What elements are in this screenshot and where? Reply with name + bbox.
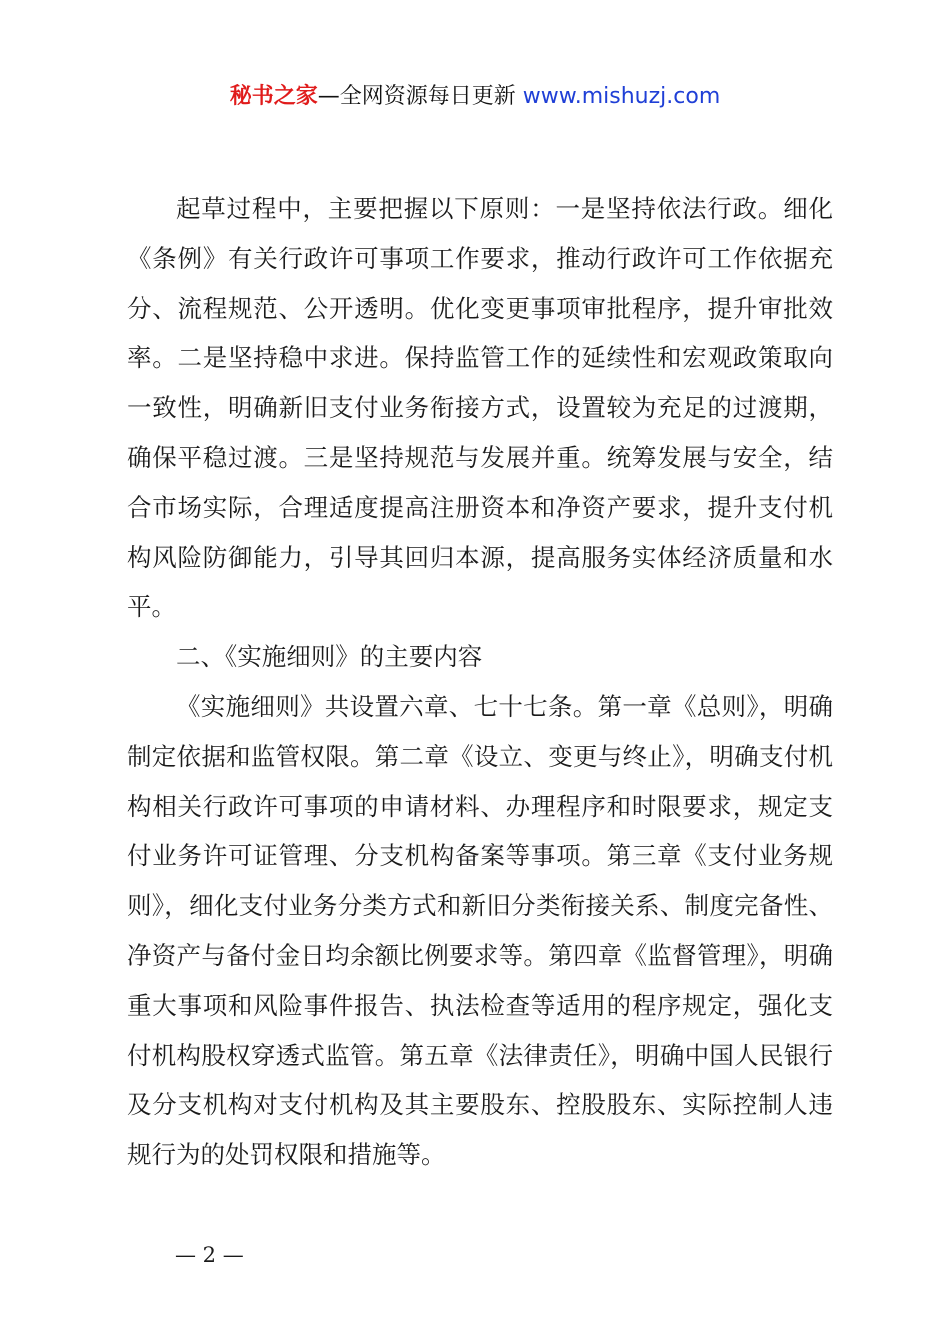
paragraph-contents: 《实施细则》共设置六章、七十七条。第一章《总则》，明确制定依据和监管权限。第二章《设立、变更与终止》，明确支付机构相关行政许可事项的申请材料、办理程序和时限要求，规定支付业务许可证管理、分支机构备案等事项。第三章《支付业务规则》，细化支付业务分类方式和新旧分类衔接关系、制度完备性、净资产与备付金日均余额比例要求等。第四章《监督管理》，明确重大事项和风险事件报告、执法检查等适用的程序规定，强化支付机构股权穿透式监管。第五章《法律责任》，明确中国人民银行及分支机构对支付机构及其主要股东、控股股东、实际控制人违规行为的处罚权限和措施等。 bbox=[127, 691, 833, 1170]
site-url[interactable]: www.mishuzj.com bbox=[522, 84, 721, 109]
brand-name: 秘书之家 bbox=[229, 84, 318, 109]
section-heading: 二、《实施细则》的主要内容 bbox=[176, 642, 483, 672]
page-number: — 2 — bbox=[175, 1243, 244, 1267]
header-tagline: —全网资源每日更新 bbox=[317, 84, 523, 109]
document-body bbox=[127, 184, 833, 1180]
paragraph-principles: 起草过程中，主要把握以下原则：一是坚持依法行政。细化《条例》有关行政许可事项工作要求，推动行政许可工作依据充分、流程规范、公开透明。优化变更事项审批程序，提升审批效率。二是坚持稳中求进。保持监管工作的延续性和宏观政策取向一致性，明确新旧支付业务衔接方式，设置较为充足的过渡期，确保平稳过渡。三是坚持规范与发展并重。统筹发展与安全，结合市场实际，合理适度提高注册资本和净资产要求，提升支付机构风险防御能力，引导其回归本源，提高服务实体经济质量和水平。 bbox=[127, 194, 833, 622]
site-header bbox=[0, 82, 950, 112]
